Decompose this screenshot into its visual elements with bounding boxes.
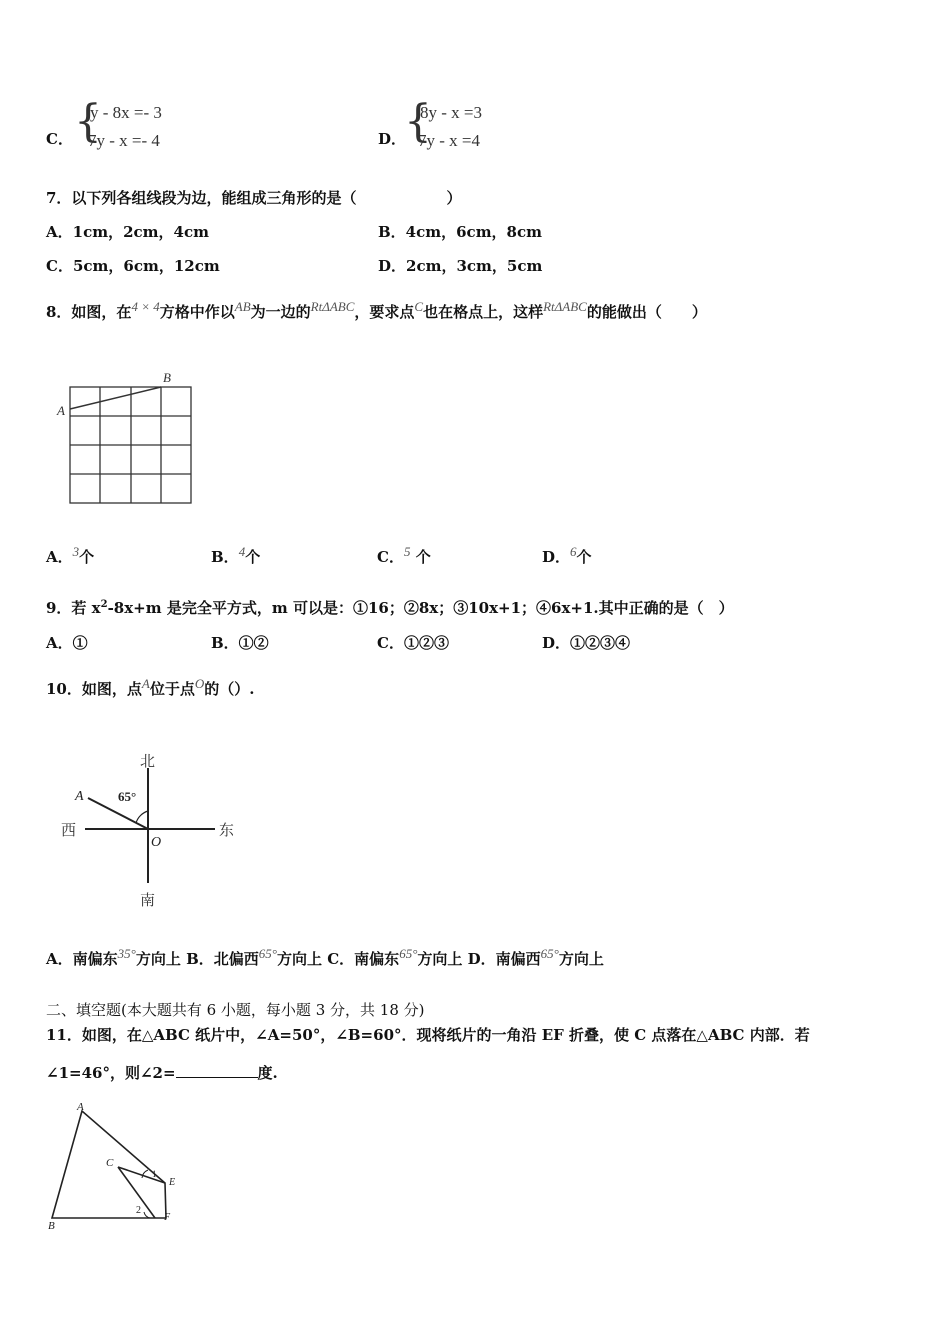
q9-stem — [46, 597, 734, 618]
q8-option-b-value: 4 — [238, 544, 246, 559]
q10-option-a-suffix: 方向上 — [135, 950, 181, 968]
q11-stem-part: ∠1=46°，则∠2= — [46, 1064, 176, 1082]
q10-option-c-suffix: 方向上 — [417, 950, 463, 968]
q6-c-brace: { — [74, 96, 102, 147]
q8-math-rt-abc: RtΔABC — [310, 299, 355, 314]
q11-point-a-label: A — [77, 1101, 84, 1113]
q9-option-a: A．① — [46, 634, 88, 652]
q8-stem-part: 的能做出（ ） — [586, 303, 707, 321]
q10-west-label: 西 — [61, 823, 77, 839]
q8-option-b — [211, 546, 260, 567]
q6-d-equation-2: 7y - x =4 — [418, 131, 480, 150]
q10-option-d-degree: 65° — [540, 946, 559, 961]
q9-exponent: 2 — [100, 599, 108, 610]
q10-math-o: O — [194, 676, 205, 691]
q8-option-a-value: 3 — [72, 544, 80, 559]
q8-option-b-unit: 个 — [245, 548, 261, 566]
q10-option-c: C．南偏东 — [327, 950, 400, 968]
q9-option-c: C．①②③ — [377, 634, 449, 652]
q10-option-b: B．北偏西 — [186, 950, 259, 968]
q11-angle-2-label: 2 — [136, 1205, 141, 1216]
q8-stem-part: 也在格点上，这样 — [423, 303, 544, 321]
q8-math-rt-abc-2: RtΔABC — [543, 299, 587, 314]
q6-d-brace: { — [404, 96, 432, 147]
q11-point-b-label: B — [48, 1220, 55, 1232]
q8-math-ab: AB — [234, 299, 251, 314]
q11-point-c-label: C — [106, 1157, 114, 1169]
q10-stem-part: 位于点 — [149, 680, 195, 698]
q8-option-c — [377, 546, 431, 567]
q11-stem-part: 度. — [257, 1064, 278, 1082]
section-2-title: 二、填空题(本大题共有 6 小题，每小题 3 分，共 18 分) — [46, 1001, 425, 1019]
q7-option-c: C．5cm，6cm，12cm — [46, 257, 220, 275]
q7-option-d: D．2cm，3cm，5cm — [378, 257, 543, 275]
q10-north-label: 北 — [140, 754, 156, 770]
q10-angle-label: 65° — [118, 789, 137, 804]
q8-option-d — [542, 546, 592, 567]
q9-stem-part: -8x+m 是完全平方式，m 可以是：①16；②8x；③10x+1；④6x+1.其中正确的是（ ） — [107, 599, 734, 617]
q6-c-equation-1: y - 8x =- 3 — [90, 103, 162, 122]
q10-south-label: 南 — [140, 893, 156, 909]
q11-stem-line-2 — [46, 1062, 278, 1083]
q8-option-b-label: B． — [211, 548, 239, 566]
q6-option-c-label: C． — [46, 130, 73, 148]
q10-east-label: 东 — [219, 823, 235, 839]
q6-d-equation-1: 8y - x =3 — [420, 103, 482, 122]
q11-stem-line-1: 11．如图，在△ABC 纸片中，∠A=50°，∠B=60°．现将纸片的一角沿 EF 折叠，使 C 点落在△ABC 内部．若 — [46, 1026, 810, 1044]
q8-stem-part: 方格中作以 — [159, 303, 235, 321]
q9-option-d: D．①②③④ — [542, 634, 631, 652]
q10-compass-figure — [55, 748, 245, 913]
q10-option-d: D．南偏西 — [467, 950, 541, 968]
q10-option-a-degree: 35° — [117, 946, 136, 961]
q8-point-b-label: B — [163, 370, 171, 385]
q8-option-c-label: C． — [377, 548, 404, 566]
q8-stem-part: 为一边的 — [250, 303, 311, 321]
q6-option-d-label: D． — [378, 130, 407, 148]
q11-angle-1-label: 1 — [152, 1169, 157, 1179]
q10-stem-part: 的（）. — [204, 680, 255, 698]
q7-option-b: B．4cm，6cm，8cm — [378, 223, 543, 241]
q10-option-b-degree: 65° — [258, 946, 277, 961]
q10-math-a: A — [141, 676, 150, 691]
q8-stem — [46, 301, 707, 322]
q11-point-e-label: E — [169, 1177, 176, 1188]
q8-option-c-unit: 个 — [415, 548, 431, 566]
q7-stem: 7．以下列各组线段为边，能组成三角形的是（ ） — [46, 189, 462, 207]
q11-point-f-label: F — [164, 1212, 171, 1223]
q8-math-grid-size: 4 × 4 — [131, 299, 160, 314]
q6-c-equation-2: 7y - x =- 4 — [88, 131, 160, 150]
q10-stem-part: 10．如图，点 — [46, 680, 142, 698]
q10-stem — [46, 678, 254, 699]
q8-math-c: C — [414, 299, 424, 314]
q10-option-d-suffix: 方向上 — [558, 950, 604, 968]
q7-option-a: A．1cm，2cm，4cm — [46, 223, 209, 241]
q8-stem-part: ，要求点 — [354, 303, 415, 321]
q10-option-b-suffix: 方向上 — [276, 950, 322, 968]
q8-stem-part: 8．如图，在 — [46, 303, 132, 321]
q10-option-a: A．南偏东 — [46, 950, 118, 968]
q9-stem-part: 9．若 x — [46, 599, 101, 617]
q8-grid-figure — [50, 362, 200, 512]
q8-option-a — [46, 546, 94, 567]
q10-point-o-label: O — [151, 835, 162, 850]
q9-option-b: B．①② — [211, 634, 269, 652]
q10-point-a-label: A — [75, 789, 84, 804]
q8-option-d-label: D． — [542, 548, 571, 566]
q8-point-a-label: A — [57, 403, 65, 418]
q10-options-row — [46, 948, 604, 969]
q10-option-c-degree: 65° — [399, 946, 418, 961]
q11-triangle-figure — [40, 1098, 190, 1233]
q8-option-d-value: 6 — [570, 544, 577, 559]
q8-option-d-unit: 个 — [576, 548, 592, 566]
q8-option-a-label: A． — [46, 548, 73, 566]
q8-option-c-value: 5 — [403, 544, 411, 559]
q11-answer-blank[interactable] — [176, 1063, 258, 1078]
q8-option-a-unit: 个 — [79, 548, 95, 566]
